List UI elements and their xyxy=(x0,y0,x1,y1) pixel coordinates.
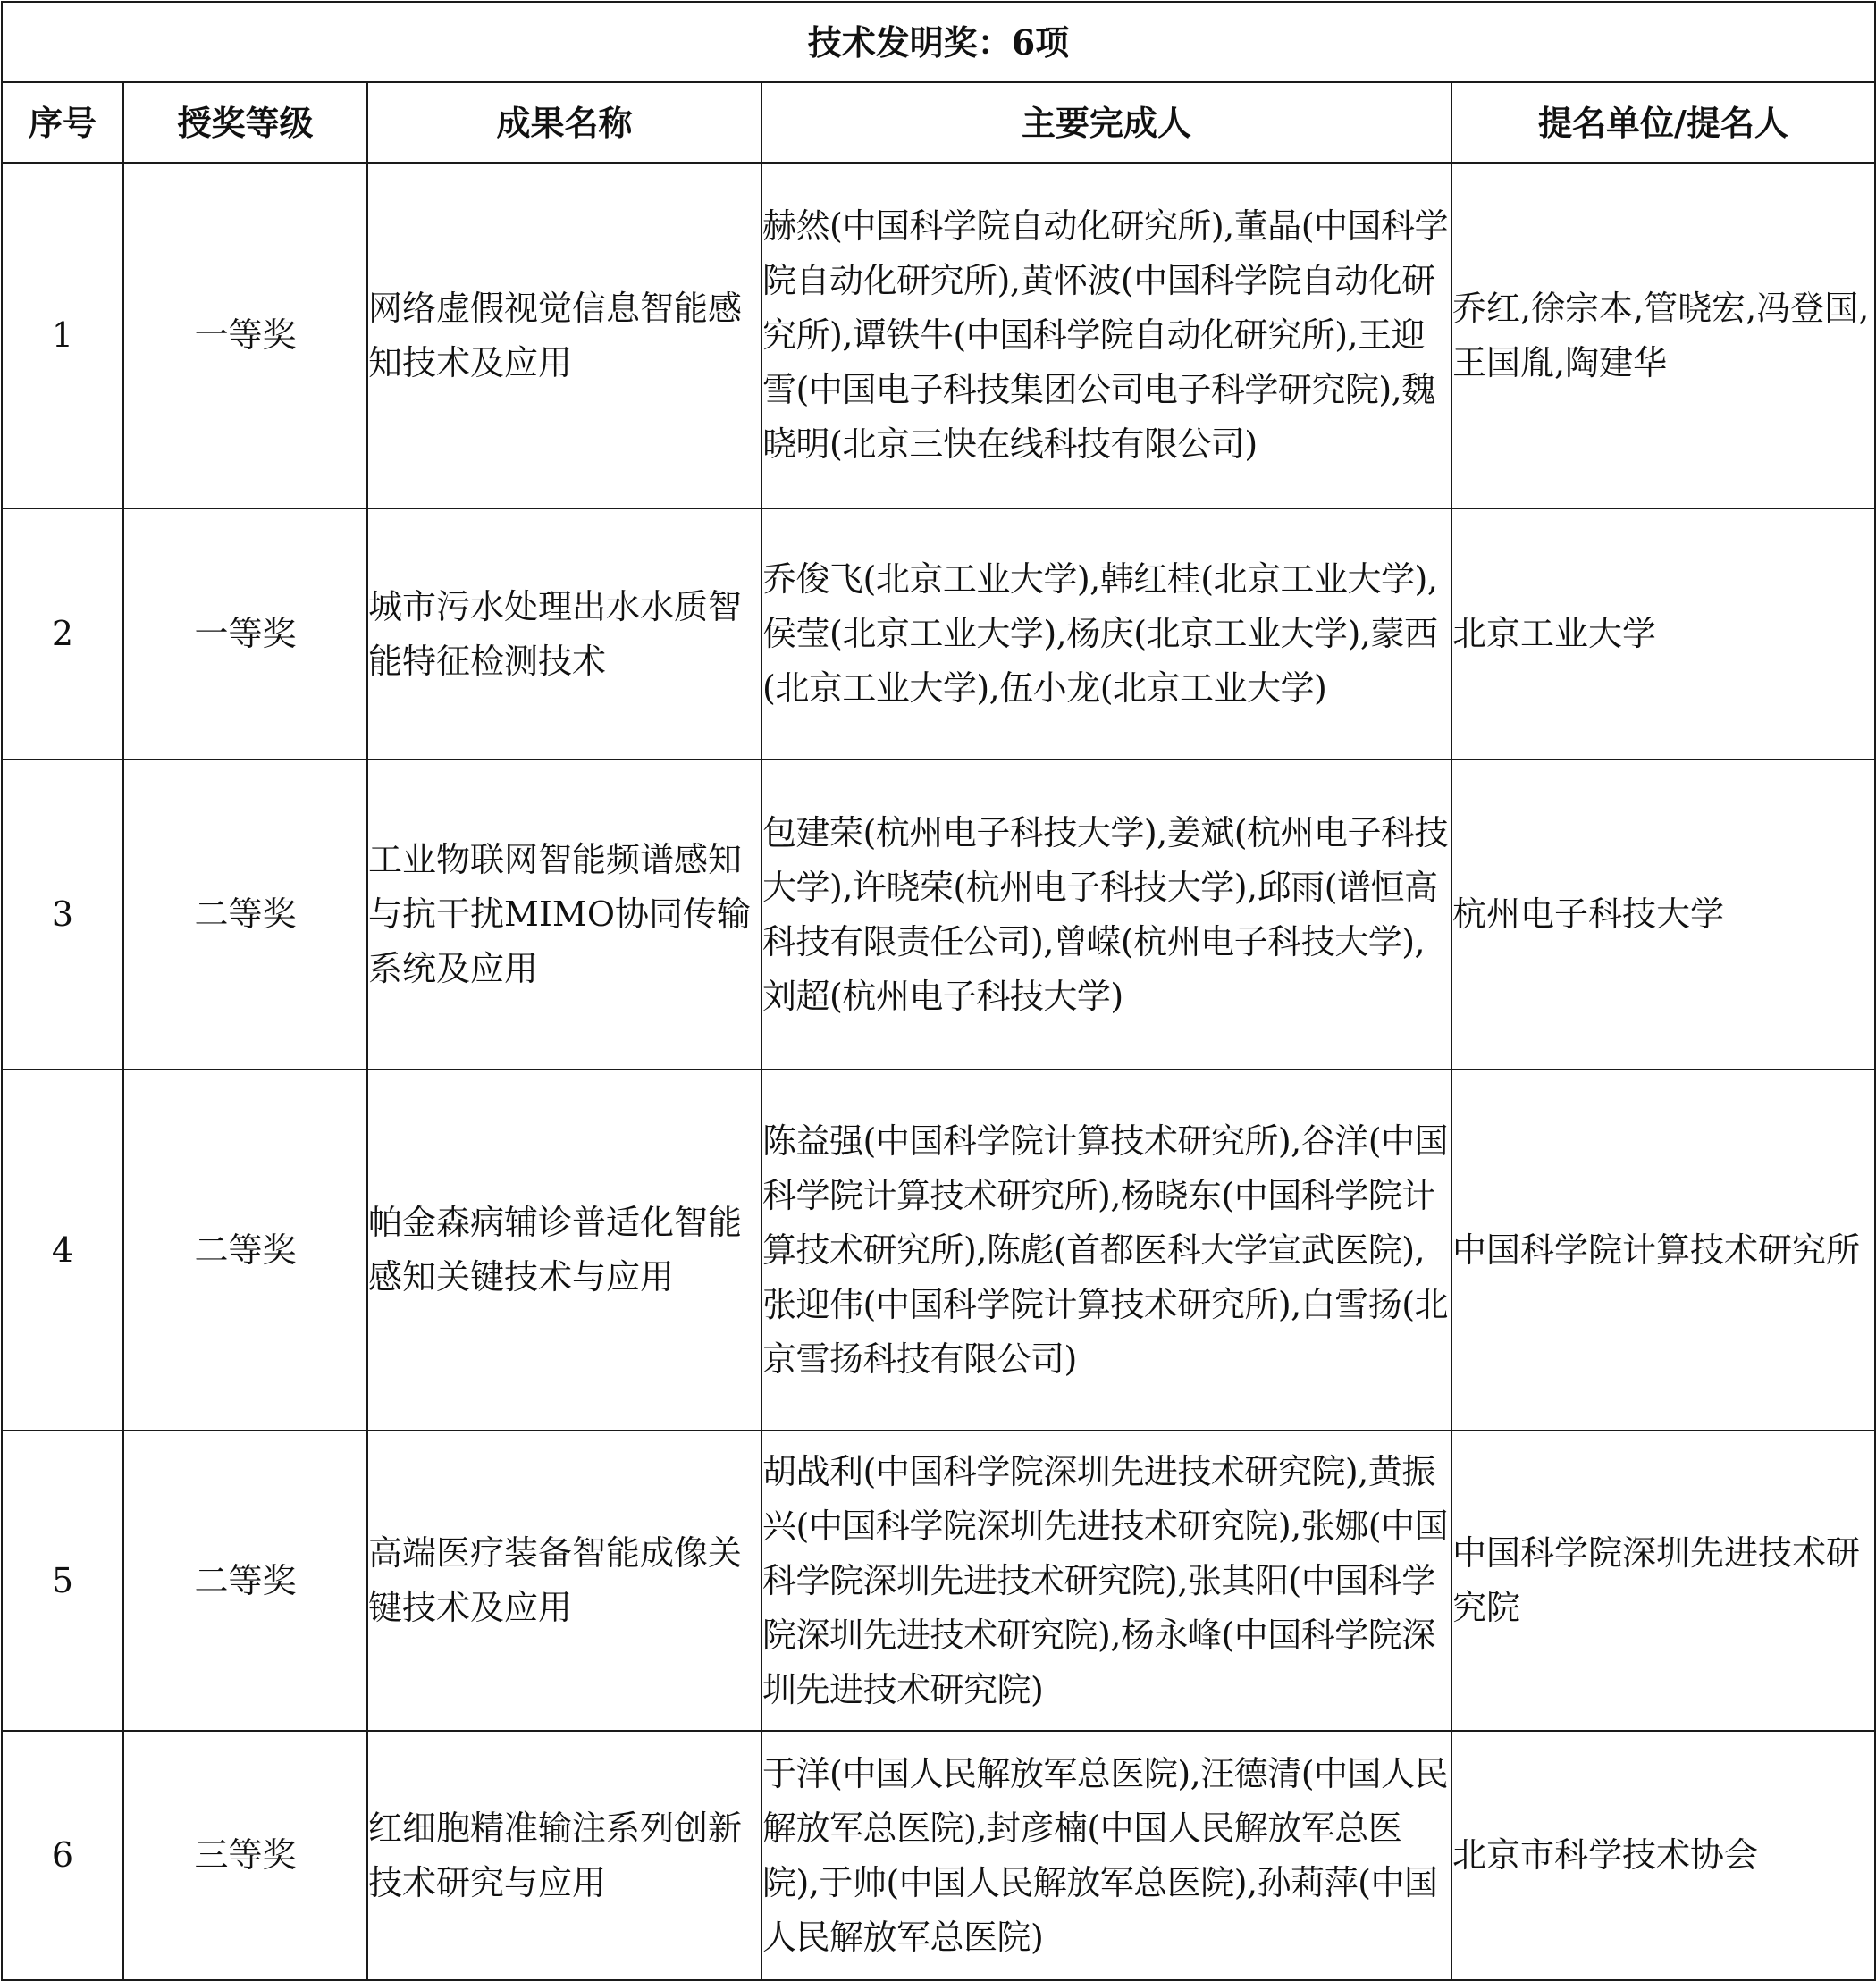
table-row xyxy=(2,163,1875,508)
row-people: 乔俊飞(北京工业大学),韩红桂(北京工业大学),侯莹(北京工业大学),杨庆(北京工业大学),蒙西(北京工业大学),伍小龙(北京工业大学) xyxy=(761,508,1451,760)
table-row xyxy=(2,1070,1875,1431)
row-name: 帕金森病辅诊普适化智能感知关键技术与应用 xyxy=(367,1070,761,1431)
row-name: 城市污水处理出水水质智能特征检测技术 xyxy=(367,508,761,760)
row-index: 1 xyxy=(2,163,123,508)
row-index: 2 xyxy=(2,508,123,760)
row-nominator: 中国科学院计算技术研究所 xyxy=(1451,1070,1875,1431)
row-name: 高端医疗装备智能成像关键技术及应用 xyxy=(367,1431,761,1731)
row-index: 5 xyxy=(2,1431,123,1731)
header-people: 主要完成人 xyxy=(761,82,1451,163)
table-row xyxy=(2,508,1875,760)
row-nominator: 北京市科学技术协会 xyxy=(1451,1731,1875,1980)
table-row xyxy=(2,1731,1875,1980)
row-nominator: 中国科学院深圳先进技术研究院 xyxy=(1451,1431,1875,1731)
row-grade: 一等奖 xyxy=(123,508,367,760)
row-grade: 二等奖 xyxy=(123,1431,367,1731)
row-grade: 二等奖 xyxy=(123,760,367,1070)
row-people: 陈益强(中国科学院计算技术研究所),谷洋(中国科学院计算技术研究所),杨晓东(中国科学院计算技术研究所),陈彪(首都医科大学宣武医院),张迎伟(中国科学院计算技术研究所),白雪扬(北京雪扬科技有限公司) xyxy=(761,1070,1451,1431)
row-nominator: 乔红,徐宗本,管晓宏,冯登国,王国胤,陶建华 xyxy=(1451,163,1875,508)
row-nominator: 杭州电子科技大学 xyxy=(1451,760,1875,1070)
row-index: 3 xyxy=(2,760,123,1070)
header-index: 序号 xyxy=(2,82,123,163)
table-row xyxy=(2,760,1875,1070)
header-row xyxy=(2,82,1875,163)
header-nominator: 提名单位/提名人 xyxy=(1451,82,1875,163)
table-title: 技术发明奖：6项 xyxy=(2,2,1875,82)
table-row xyxy=(2,1431,1875,1731)
row-index: 6 xyxy=(2,1731,123,1980)
row-name: 红细胞精准输注系列创新技术研究与应用 xyxy=(367,1731,761,1980)
awards-table xyxy=(1,1,1876,1981)
row-nominator: 北京工业大学 xyxy=(1451,508,1875,760)
row-people: 于洋(中国人民解放军总医院),汪德清(中国人民解放军总医院),封彦楠(中国人民解放军总医院),于帅(中国人民解放军总医院),孙莉萍(中国人民解放军总医院) xyxy=(761,1731,1451,1980)
title-row xyxy=(2,2,1875,82)
header-name: 成果名称 xyxy=(367,82,761,163)
row-name: 工业物联网智能频谱感知与抗干扰MIMO协同传输系统及应用 xyxy=(367,760,761,1070)
row-people: 胡战利(中国科学院深圳先进技术研究院),黄振兴(中国科学院深圳先进技术研究院),张娜(中国科学院深圳先进技术研究院),张其阳(中国科学院深圳先进技术研究院),杨永峰(中国科学院深圳先进技术研究院) xyxy=(761,1431,1451,1731)
row-name: 网络虚假视觉信息智能感知技术及应用 xyxy=(367,163,761,508)
row-people: 包建荣(杭州电子科技大学),姜斌(杭州电子科技大学),许晓荣(杭州电子科技大学),邱雨(谱恒高科技有限责任公司),曾嵘(杭州电子科技大学),刘超(杭州电子科技大学) xyxy=(761,760,1451,1070)
row-grade: 一等奖 xyxy=(123,163,367,508)
row-grade: 三等奖 xyxy=(123,1731,367,1980)
row-index: 4 xyxy=(2,1070,123,1431)
row-grade: 二等奖 xyxy=(123,1070,367,1431)
header-grade: 授奖等级 xyxy=(123,82,367,163)
row-people: 赫然(中国科学院自动化研究所),董晶(中国科学院自动化研究所),黄怀波(中国科学院自动化研究所),谭铁牛(中国科学院自动化研究所),王迎雪(中国电子科技集团公司电子科学研究院),魏晓明(北京三快在线科技有限公司) xyxy=(761,163,1451,508)
